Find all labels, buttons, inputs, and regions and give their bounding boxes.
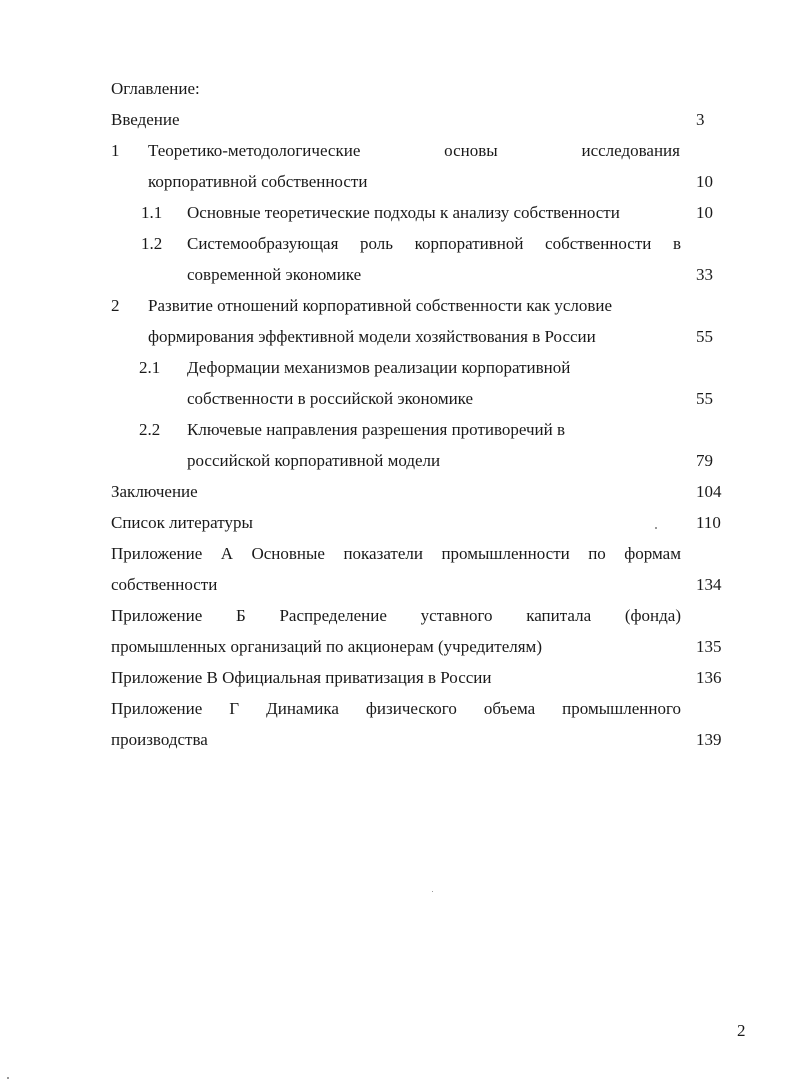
- toc-entry-page: 135: [696, 637, 722, 656]
- appendix-title-line1: [111, 544, 681, 564]
- word: уставного: [420, 606, 493, 625]
- word: исследования: [581, 141, 680, 160]
- word: роль: [360, 234, 394, 253]
- section-number: 1.1: [141, 203, 163, 222]
- word: основы: [444, 141, 498, 160]
- word: по: [588, 544, 606, 563]
- toc-entry-page: 55: [696, 389, 713, 408]
- word: промышленности: [441, 544, 570, 563]
- word: промышленного: [562, 699, 681, 718]
- appendix-title-line1: [111, 699, 681, 719]
- toc-entry-page: 55: [696, 327, 713, 346]
- toc-entry-page: 10: [696, 172, 713, 191]
- word: (фонда): [624, 606, 681, 625]
- section-number: 2.2: [139, 420, 161, 439]
- section-title-line1: Деформации механизмов реализации корпоративной: [187, 358, 571, 377]
- toc-entry-page: 134: [696, 575, 722, 594]
- section-title-line2: собственности в российской экономике: [187, 389, 474, 408]
- toc-entry-page: 139: [696, 730, 722, 749]
- word: Приложение: [111, 699, 203, 718]
- appendix-title-line1: [111, 606, 681, 626]
- word: формам: [624, 544, 681, 563]
- chapter-number: 1: [111, 141, 120, 160]
- toc-entry-page: 110: [696, 513, 721, 532]
- section-title-line2: российской корпоративной модели: [187, 451, 441, 470]
- word: Динамика: [266, 699, 339, 718]
- word: Системообразующая: [187, 234, 339, 253]
- word: корпоративной: [414, 234, 524, 253]
- word: в: [672, 234, 681, 253]
- section-number: 1.2: [141, 234, 163, 253]
- chapter-title-line1: [148, 141, 680, 161]
- page-number: 2: [737, 1021, 746, 1040]
- scan-speck: [432, 891, 433, 892]
- toc-entry-page: 79: [696, 451, 713, 470]
- word: Теоретико-методологические: [148, 141, 361, 160]
- word: собственности: [545, 234, 652, 253]
- appendix-title-line2: собственности: [111, 575, 218, 594]
- toc-entry-label: Приложение В Официальная приватизация в России: [111, 668, 492, 687]
- word: Б: [235, 606, 246, 625]
- toc-entry-label: Заключение: [111, 482, 198, 501]
- scan-speck: [655, 527, 657, 529]
- word: Приложение: [111, 606, 203, 625]
- word: капитала: [526, 606, 592, 625]
- appendix-title-line2: производства: [111, 730, 208, 749]
- toc-title: Оглавление:: [111, 79, 200, 98]
- word: А: [220, 544, 233, 563]
- section-title-line1: [187, 234, 681, 254]
- word: Распределение: [279, 606, 387, 625]
- chapter-title-line2: корпоративной собственности: [148, 172, 368, 191]
- section-title-line2: современной экономике: [187, 265, 362, 284]
- word: показатели: [343, 544, 423, 563]
- word: Приложение: [111, 544, 203, 563]
- section-title: Основные теоретические подходы к анализу собственности: [187, 203, 620, 222]
- toc-entry-label: Список литературы: [111, 513, 253, 532]
- word: физического: [365, 699, 457, 718]
- toc-entry-page: 33: [696, 265, 713, 284]
- toc-entry-label: Введение: [111, 110, 180, 129]
- chapter-title-line1: Развитие отношений корпоративной собственности как условие: [148, 296, 613, 315]
- chapter-title-line2: формирования эффективной модели хозяйствования в России: [148, 327, 596, 346]
- toc-entry-page: 10: [696, 203, 713, 222]
- word: объема: [483, 699, 536, 718]
- section-title-line1: Ключевые направления разрешения противоречий в: [187, 420, 566, 439]
- word: Г: [229, 699, 240, 718]
- chapter-number: 2: [111, 296, 120, 315]
- word: Основные: [251, 544, 325, 563]
- scan-speck: [7, 1077, 9, 1079]
- toc-entry-page: 136: [696, 668, 722, 687]
- section-number: 2.1: [139, 358, 161, 377]
- toc-entry-page: 3: [696, 110, 705, 129]
- appendix-title-line2: промышленных организаций по акционерам (учредителям): [111, 637, 542, 656]
- toc-entry-page: 104: [696, 482, 722, 501]
